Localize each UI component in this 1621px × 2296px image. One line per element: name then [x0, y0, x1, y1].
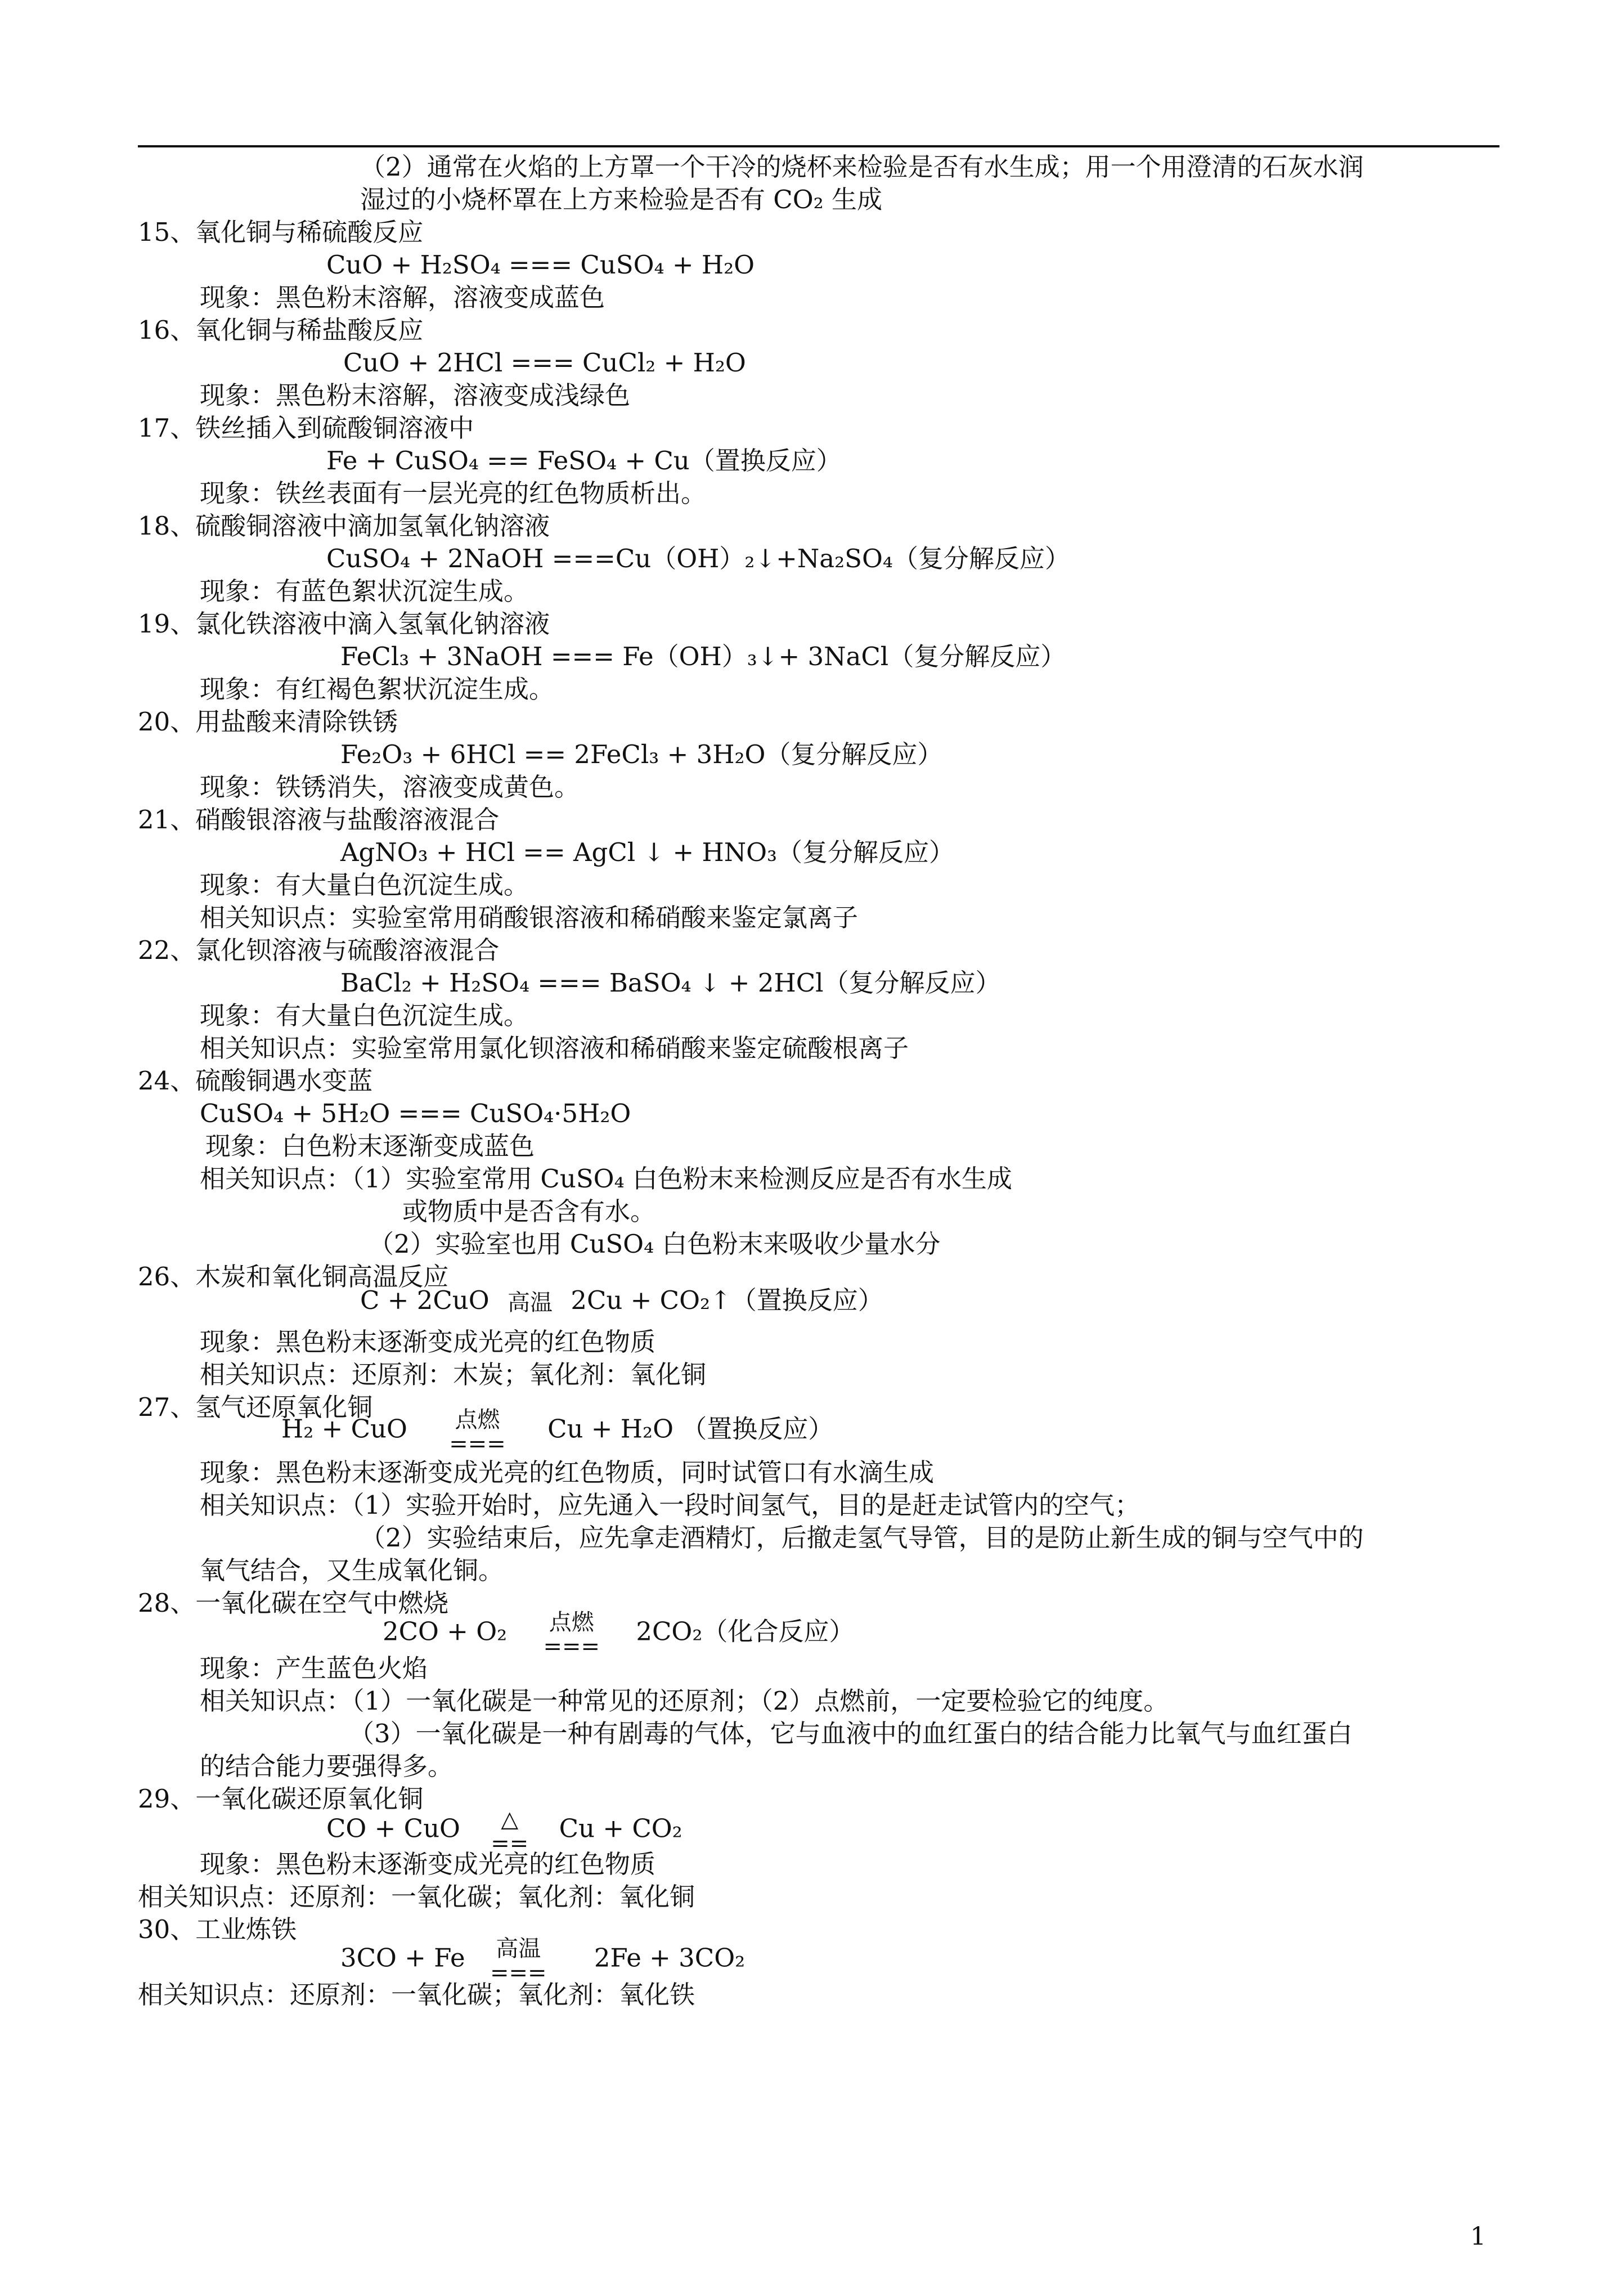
section-heading: 30、工业炼铁: [138, 1914, 297, 1944]
knowledge-point: 的结合能力要强得多。: [200, 1751, 453, 1781]
phenomenon: 现象：白色粉末逐渐变成蓝色: [205, 1131, 535, 1161]
section-heading: 29、一氧化碳还原氧化铜: [138, 1784, 424, 1814]
equals-sign: ===: [490, 1960, 547, 1986]
eq-reactants: H₂ + CuO: [281, 1414, 407, 1444]
section-heading: 18、硫酸铜溶液中滴加氢氧化钠溶液: [138, 511, 550, 541]
equation: Fe₂O₃ + 6HCl == 2FeCl₃ + 3H₂O（复分解反应）: [340, 739, 943, 769]
section-heading: 22、氯化钡溶液与硫酸溶液混合: [138, 935, 500, 965]
knowledge-point: （2）实验室也用 CuSO₄ 白色粉末来吸收少量水分: [369, 1229, 941, 1259]
knowledge-point: 相关知识点：还原剂：一氧化碳；氧化剂：氧化铜: [138, 1882, 695, 1912]
equation: BaCl₂ + H₂SO₄ === BaSO₄ ↓ + 2HCl（复分解反应）: [340, 968, 1001, 998]
equation: FeCl₃ + 3NaOH === Fe（OH）₃↓+ 3NaCl（复分解反应）: [340, 642, 1066, 671]
section-heading: 28、一氧化碳在空气中燃烧: [138, 1588, 449, 1618]
equation: [340, 1936, 745, 1984]
phenomenon: 现象：黑色粉末溶解，溶液变成浅绿色: [200, 380, 631, 410]
equation: CuSO₄ + 2NaOH ===Cu（OH）₂↓+Na₂SO₄（复分解反应）: [326, 544, 1070, 573]
knowledge-point: 相关知识点：（1）一氧化碳是一种常见的还原剂；（2）点燃前，一定要检验它的纯度。: [200, 1686, 1169, 1716]
phenomenon: 现象：产生蓝色火焰: [200, 1653, 428, 1683]
eq-products: Cu + CO₂: [559, 1813, 682, 1844]
knowledge-point: 相关知识点：实验室常用硝酸银溶液和稀硝酸来鉴定氯离子: [200, 903, 859, 932]
section-heading: 21、硝酸银溶液与盐酸溶液混合: [138, 805, 500, 835]
knowledge-point: 相关知识点：（1）实验开始时，应先通入一段时间氢气，目的是赶走试管内的空气；: [200, 1490, 1140, 1520]
equation: AgNO₃ + HCl == AgCl ↓ + HNO₃（复分解反应）: [340, 837, 955, 867]
equation: CuO + H₂SO₄ === CuSO₄ + H₂O: [326, 250, 755, 280]
equation: Fe + CuSO₄ == FeSO₄ + Cu（置换反应）: [326, 446, 842, 476]
phenomenon: 现象：铁锈消失，溶液变成黄色。: [200, 772, 580, 802]
section-heading: 20、用盐酸来清除铁锈: [138, 707, 398, 737]
eq-products: 2Cu + CO₂↑（置换反应）: [571, 1285, 883, 1315]
knowledge-point: 或物质中是否含有水。: [402, 1196, 656, 1226]
condition-ignite: [449, 1407, 506, 1455]
equation: [360, 1283, 883, 1318]
knowledge-point: 氧气结合，又生成氧化铜。: [200, 1555, 504, 1585]
equation: [383, 1609, 854, 1658]
equation: CuSO₄ + 5H₂O === CuSO₄·5H₂O: [200, 1098, 631, 1128]
section-heading: 24、硫酸铜遇水变蓝: [138, 1066, 373, 1096]
condition-high-temp: [490, 1936, 547, 1984]
section-heading: 27、氢气还原氧化铜: [138, 1392, 373, 1422]
equals-sign: ===: [543, 1634, 600, 1660]
condition-ignite: [544, 1609, 600, 1658]
condition-label: 高温: [496, 1936, 541, 1962]
knowledge-point: （2）实验结束后，应先拿走酒精灯，后撤走氢气导管，目的是防止新生成的铜与空气中的: [360, 1523, 1364, 1553]
section-heading: 15、氧化铜与稀硫酸反应: [138, 217, 424, 247]
section-heading: 19、氯化铁溶液中滴入氢氧化钠溶液: [138, 609, 550, 639]
phenomenon: 现象：黑色粉末逐渐变成光亮的红色物质，同时试管口有水滴生成: [200, 1458, 935, 1487]
condition-label: 高温: [508, 1289, 553, 1316]
eq-products: 2Fe + 3CO₂: [594, 1943, 746, 1973]
section-heading: 16、氧化铜与稀盐酸反应: [138, 315, 424, 345]
knowledge-point: 相关知识点：实验室常用氯化钡溶液和稀硝酸来鉴定硫酸根离子: [200, 1033, 909, 1063]
equals-sign: ===: [449, 1431, 506, 1457]
equals-sign: ==: [491, 1831, 529, 1856]
phenomenon: 现象：黑色粉末逐渐变成光亮的红色物质: [200, 1849, 656, 1879]
page-number: 1: [1470, 2222, 1486, 2251]
knowledge-point: 相关知识点：（1）实验室常用 CuSO₄ 白色粉末来检测反应是否有水生成: [200, 1164, 1012, 1194]
heat-icon: △: [501, 1806, 519, 1832]
phenomenon: 现象：黑色粉末逐渐变成光亮的红色物质: [200, 1327, 656, 1357]
eq-reactants: C + 2CuO: [360, 1285, 490, 1315]
section-heading: 26、木炭和氧化铜高温反应: [138, 1262, 449, 1292]
section-heading: 17、铁丝插入到硫酸铜溶液中: [138, 413, 474, 443]
text-line: （2）通常在火焰的上方罩一个干冷的烧杯来检验是否有水生成；用一个用澄清的石灰水润: [360, 152, 1364, 182]
knowledge-point: （3）一氧化碳是一种有剧毒的气体，它与血液中的血红蛋白的结合能力比氧气与血红蛋白: [349, 1719, 1353, 1748]
phenomenon: 现象：有大量白色沉淀生成。: [200, 1001, 529, 1030]
phenomenon: 现象：黑色粉末溶解，溶液变成蓝色: [200, 282, 605, 312]
eq-products: 2CO₂（化合反应）: [636, 1616, 855, 1647]
knowledge-point: 相关知识点：还原剂：木炭；氧化剂：氧化铜: [200, 1360, 707, 1389]
condition-label: 点燃: [549, 1609, 594, 1635]
condition-label: 点燃: [455, 1407, 500, 1433]
eq-reactants: 3CO + Fe: [340, 1943, 465, 1973]
eq-reactants: 2CO + O₂: [383, 1616, 508, 1647]
condition-high-temp: [508, 1290, 553, 1316]
phenomenon: 现象：铁丝表面有一层光亮的红色物质析出。: [200, 478, 707, 508]
phenomenon: 现象：有红褐色絮状沉淀生成。: [200, 674, 555, 704]
header-rule: [138, 145, 1499, 147]
eq-reactants: CO + CuO: [326, 1813, 460, 1844]
eq-products: Cu + H₂O （置换反应）: [547, 1414, 834, 1444]
equation: [281, 1407, 833, 1455]
text-line: 湿过的小烧杯罩在上方来检验是否有 CO₂ 生成: [360, 185, 882, 214]
phenomenon: 现象：有大量白色沉淀生成。: [200, 870, 529, 900]
equation: CuO + 2HCl === CuCl₂ + H₂O: [343, 348, 746, 378]
knowledge-point: 相关知识点：还原剂：一氧化碳；氧化剂：氧化铁: [138, 1980, 695, 2010]
phenomenon: 现象：有蓝色絮状沉淀生成。: [200, 576, 529, 606]
